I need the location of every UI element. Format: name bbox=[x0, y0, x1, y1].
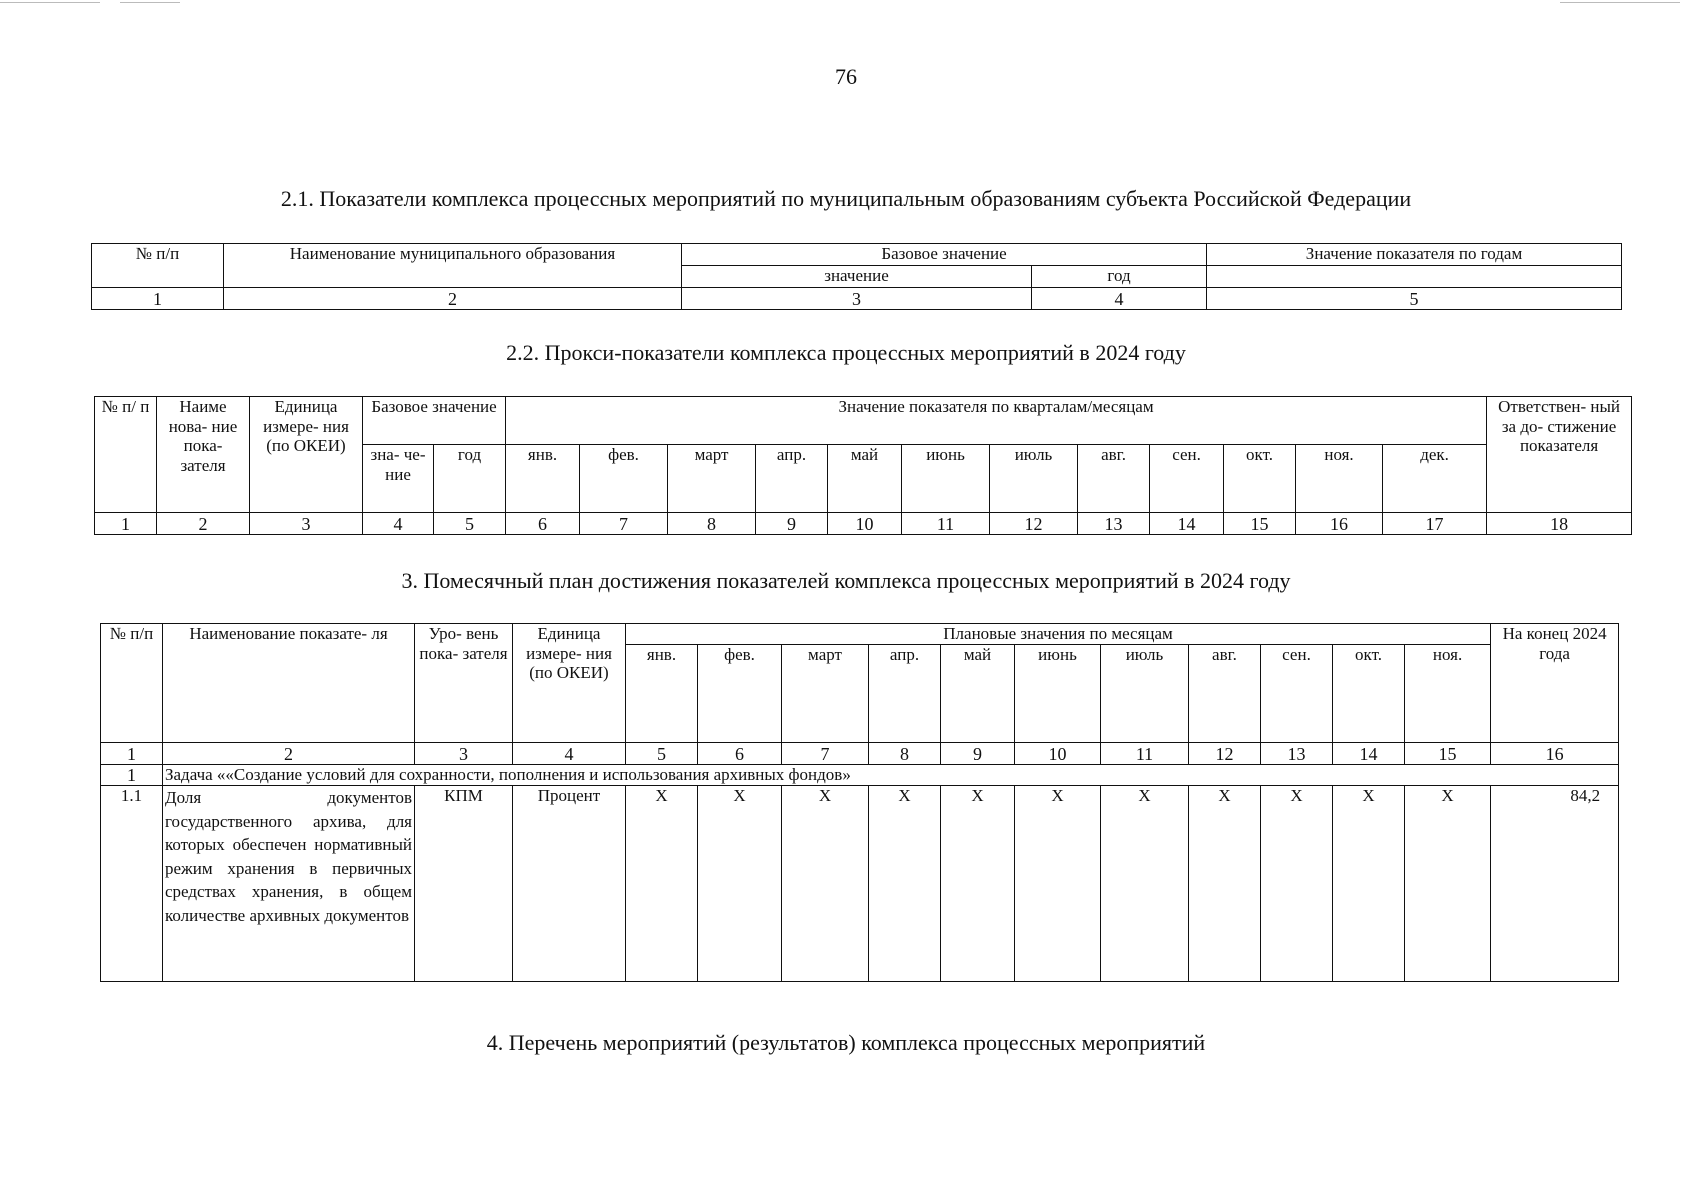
header-month: фев. bbox=[580, 445, 668, 513]
task-title: Задача ««Создание условий для сохранности, пополнения и использования архивных фондов» bbox=[163, 765, 1619, 786]
header-month: авг. bbox=[1189, 645, 1261, 743]
header-month: май bbox=[941, 645, 1015, 743]
column-number: 9 bbox=[756, 513, 828, 535]
header-base-value-year: год bbox=[434, 445, 506, 513]
header-month: фев. bbox=[698, 645, 782, 743]
header-month: окт. bbox=[1333, 645, 1405, 743]
column-number: 13 bbox=[1078, 513, 1150, 535]
header-month: авг. bbox=[1078, 445, 1150, 513]
monthly-plan-table bbox=[100, 623, 1619, 982]
column-number: 10 bbox=[828, 513, 902, 535]
monthly-value: X bbox=[698, 786, 782, 982]
column-number: 12 bbox=[1189, 743, 1261, 765]
header-month: ноя. bbox=[1296, 445, 1383, 513]
monthly-value: X bbox=[626, 786, 698, 982]
header-indicator-name: Наиме нова- ние пока- зателя bbox=[157, 397, 250, 513]
column-number: 7 bbox=[580, 513, 668, 535]
column-number: 10 bbox=[1015, 743, 1101, 765]
header-unit: Единица измере- ния (по ОКЕИ) bbox=[250, 397, 363, 513]
column-number: 3 bbox=[250, 513, 363, 535]
column-number: 9 bbox=[941, 743, 1015, 765]
section-2-1-title: 2.1. Показатели комплекса процессных мероприятий по муниципальным образованиям субъекта Российской Федерации bbox=[280, 186, 1412, 211]
monthly-value: X bbox=[782, 786, 869, 982]
column-number: 11 bbox=[1101, 743, 1189, 765]
monthly-value: X bbox=[941, 786, 1015, 982]
indicator-row-number: 1.1 bbox=[101, 786, 163, 982]
column-number: 16 bbox=[1491, 743, 1619, 765]
header-month: апр. bbox=[756, 445, 828, 513]
column-number: 11 bbox=[902, 513, 990, 535]
monthly-value: X bbox=[1333, 786, 1405, 982]
monthly-value: X bbox=[1261, 786, 1333, 982]
column-number: 4 bbox=[1032, 288, 1207, 310]
header-base-value-year: год bbox=[1032, 266, 1207, 288]
header-month: ноя. bbox=[1405, 645, 1491, 743]
header-base-value-value: значение bbox=[682, 266, 1032, 288]
header-base-value: Базовое значение bbox=[363, 397, 506, 445]
column-number: 2 bbox=[157, 513, 250, 535]
proxy-indicators-table bbox=[94, 396, 1632, 535]
header-base-value-value: зна- че- ние bbox=[363, 445, 434, 513]
column-number: 7 bbox=[782, 743, 869, 765]
header-base-value: Базовое значение bbox=[682, 244, 1207, 266]
page-number: 76 bbox=[835, 64, 857, 89]
column-number: 3 bbox=[682, 288, 1032, 310]
column-number: 8 bbox=[869, 743, 941, 765]
scan-artifact bbox=[0, 2, 100, 3]
header-values-by-years: Значение показателя по годам bbox=[1207, 244, 1622, 266]
header-num: № п/ п bbox=[95, 397, 157, 513]
header-month: янв. bbox=[626, 645, 698, 743]
task-number: 1 bbox=[101, 765, 163, 786]
indicator-name: Доля документов государственного архива, для которых обеспечен нормативный режим хранения в первичных средствах хранения, в общем количестве архивных документов bbox=[163, 786, 415, 982]
header-month: сен. bbox=[1150, 445, 1224, 513]
end-of-year-value: 84,2 bbox=[1491, 786, 1619, 982]
header-month: июнь bbox=[902, 445, 990, 513]
column-number: 5 bbox=[626, 743, 698, 765]
header-indicator-level: Уро- вень пока- зателя bbox=[415, 624, 513, 743]
scan-artifact bbox=[1560, 2, 1680, 3]
section-4-title: 4. Перечень мероприятий (результатов) комплекса процессных мероприятий bbox=[486, 1030, 1206, 1055]
column-number: 14 bbox=[1333, 743, 1405, 765]
header-planned-values: Плановые значения по месяцам bbox=[626, 624, 1491, 645]
section-3-title: 3. Помесячный план достижения показателей комплекса процессных мероприятий в 2024 году bbox=[401, 568, 1291, 593]
column-number: 15 bbox=[1224, 513, 1296, 535]
municipal-indicators-table bbox=[91, 243, 1622, 310]
column-number: 17 bbox=[1383, 513, 1487, 535]
header-values-by-period: Значение показателя по кварталам/месяцам bbox=[506, 397, 1487, 445]
header-month: июль bbox=[990, 445, 1078, 513]
indicator-unit: Процент bbox=[513, 786, 626, 982]
column-number: 6 bbox=[506, 513, 580, 535]
column-number: 15 bbox=[1405, 743, 1491, 765]
column-number: 2 bbox=[224, 288, 682, 310]
column-number: 3 bbox=[415, 743, 513, 765]
column-number: 1 bbox=[92, 288, 224, 310]
header-month: окт. bbox=[1224, 445, 1296, 513]
header-responsible: Ответствен- ный за до- стижение показателя bbox=[1487, 397, 1632, 513]
header-month: янв. bbox=[506, 445, 580, 513]
header-municipality-name: Наименование муниципального образования bbox=[224, 244, 682, 288]
column-number: 5 bbox=[434, 513, 506, 535]
header-month: июнь bbox=[1015, 645, 1101, 743]
header-month: июль bbox=[1101, 645, 1189, 743]
column-number: 1 bbox=[101, 743, 163, 765]
column-number: 13 bbox=[1261, 743, 1333, 765]
column-number: 12 bbox=[990, 513, 1078, 535]
column-number: 4 bbox=[513, 743, 626, 765]
column-number: 5 bbox=[1207, 288, 1622, 310]
scan-artifact bbox=[120, 2, 180, 3]
column-number: 8 bbox=[668, 513, 756, 535]
header-month: март bbox=[668, 445, 756, 513]
monthly-value: X bbox=[869, 786, 941, 982]
header-unit: Единица измере- ния (по ОКЕИ) bbox=[513, 624, 626, 743]
indicator-level: КПМ bbox=[415, 786, 513, 982]
column-number: 6 bbox=[698, 743, 782, 765]
column-number: 14 bbox=[1150, 513, 1224, 535]
header-month: дек. bbox=[1383, 445, 1487, 513]
header-month: сен. bbox=[1261, 645, 1333, 743]
column-number: 18 bbox=[1487, 513, 1632, 535]
header-num: № п/п bbox=[92, 244, 224, 288]
monthly-value: X bbox=[1405, 786, 1491, 982]
section-2-2-title: 2.2. Прокси-показатели комплекса процессных мероприятий в 2024 году bbox=[506, 340, 1186, 365]
column-number: 16 bbox=[1296, 513, 1383, 535]
monthly-value: X bbox=[1015, 786, 1101, 982]
monthly-value: X bbox=[1101, 786, 1189, 982]
header-month: май bbox=[828, 445, 902, 513]
header-num: № п/п bbox=[101, 624, 163, 743]
header-end-of-year: На конец 2024 года bbox=[1491, 624, 1619, 743]
column-number: 1 bbox=[95, 513, 157, 535]
header-indicator-name: Наименование показате- ля bbox=[163, 624, 415, 743]
header-month: март bbox=[782, 645, 869, 743]
header-month: апр. bbox=[869, 645, 941, 743]
header-empty bbox=[1207, 266, 1622, 288]
monthly-value: X bbox=[1189, 786, 1261, 982]
column-number: 4 bbox=[363, 513, 434, 535]
column-number: 2 bbox=[163, 743, 415, 765]
